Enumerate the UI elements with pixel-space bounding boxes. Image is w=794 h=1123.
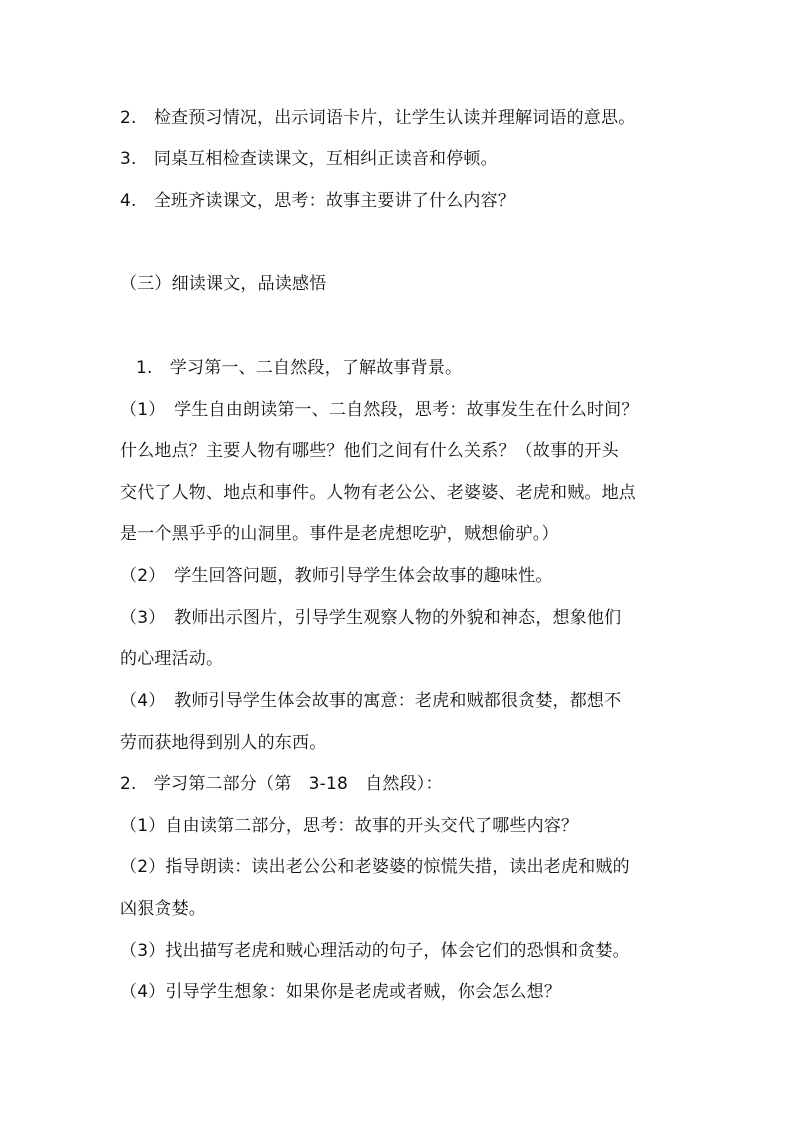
item-2-4-text: （4）引导学生想象：如果你是老虎或者贼，你会怎么想？ — [120, 982, 562, 1002]
item-2-1-text: （1）自由读第二部分，思考：故事的开头交代了哪些内容？ — [120, 816, 579, 836]
item-1-4-line-2: 劳而获地得到别人的东西。 — [120, 733, 327, 753]
item-1-2-text: （2） 学生回答问题，教师引导学生体会故事的趣味性。 — [120, 566, 553, 586]
item-2-3-text: （3）找出描写老虎和贼心理活动的句子，体会它们的恐惧和贪婪。 — [120, 941, 630, 961]
item-1-1-line-3: 交代了人物、地点和事件。人物有老公公、老婆婆、老虎和贼。地点 — [120, 483, 636, 503]
item-1-3-line-2: 的心理活动。 — [120, 649, 224, 669]
item-1-1-line-4: 是一个黑乎乎的山洞里。事件是老虎想吃驴，贼想偷驴。） — [120, 524, 559, 544]
subsection-1-heading: 1. 学习第一、二自然段，了解故事背景。 — [136, 358, 463, 378]
subsection-2-heading: 2. 学习第二部分（第 3-18 自然段）： — [120, 774, 443, 794]
item-1-3-line-1: （3） 教师出示图片，引导学生观察人物的外貌和神态，想象他们 — [120, 608, 622, 628]
item-1-1-line-2: 什么地点？主要人物有哪些？他们之间有什么关系？（故事的开头 — [120, 441, 619, 461]
step-3-text: 3. 同桌互相检查读课文，互相纠正读音和停顿。 — [120, 149, 498, 169]
section-three-heading: （三）细读课文，品读感悟 — [120, 274, 327, 294]
item-1-4-line-1: （4） 教师引导学生体会故事的寓意：老虎和贼都很贪婪，都想不 — [120, 691, 622, 711]
item-2-2-line-2: 凶狠贪婪。 — [120, 899, 206, 919]
item-1-1-line-1: （1） 学生自由朗读第一、二自然段，思考：故事发生在什么时间？ — [120, 400, 639, 420]
step-4-text: 4. 全班齐读课文，思考：故事主要讲了什么内容？ — [120, 191, 516, 211]
step-2-text: 2. 检查预习情况，出示词语卡片，让学生认读并理解词语的意思。 — [120, 108, 636, 128]
item-2-2-line-1: （2）指导朗读：读出老公公和老婆婆的惊慌失措，读出老虎和贼的 — [120, 857, 630, 877]
